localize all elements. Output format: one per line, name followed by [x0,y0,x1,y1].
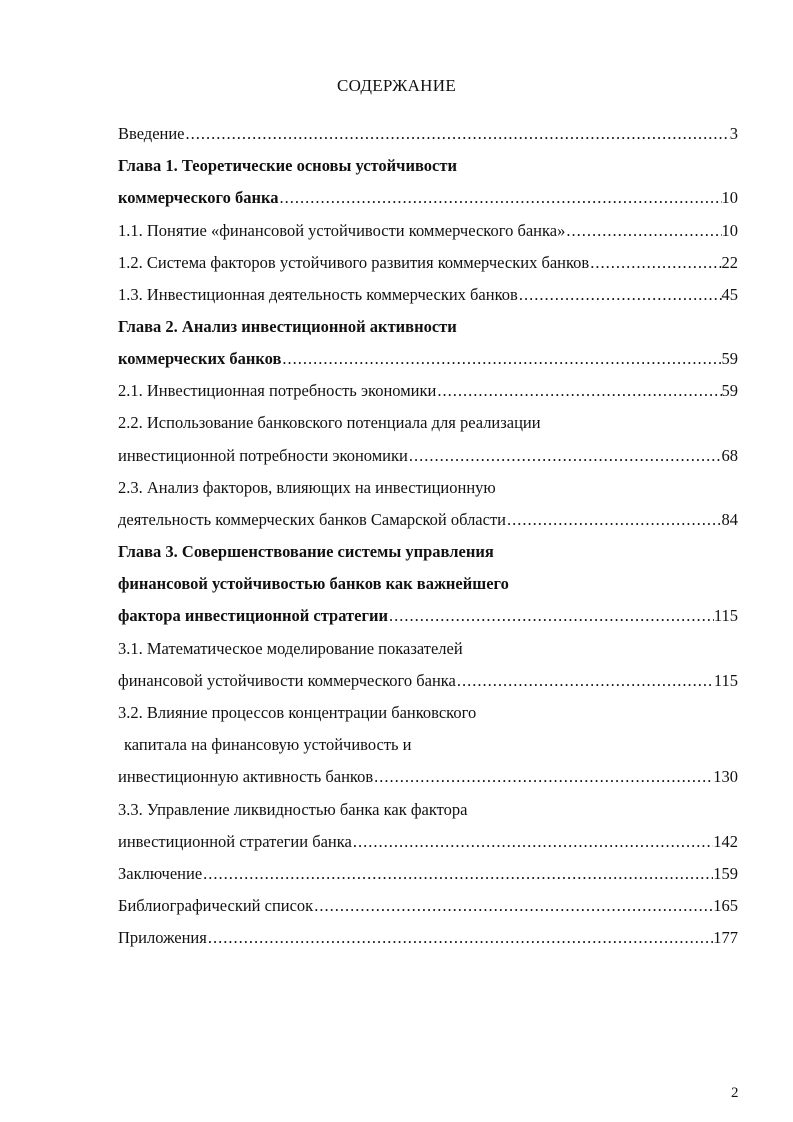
toc-entry-page: 142 [713,832,738,851]
toc-entry-label: 3.3. Управление ликвидностью банка как фактора [118,800,468,819]
toc-entry-label: Библиографический список [118,896,314,915]
toc-entry-label: Введение [118,124,185,143]
toc-section-3-1[interactable] [118,639,463,659]
toc-entry-label: Заключение [118,864,203,883]
toc-section-2-2-cont[interactable] [118,446,738,466]
toc-entry-label: Глава 1. Теоретические основы устойчивости [118,156,457,175]
toc-entry-label: капитала на финансовую устойчивость и [124,735,412,754]
dot-leader [207,928,713,948]
toc-entry-label: 2.1. Инвестиционная потребность экономики [118,381,437,400]
toc-entry-page: 45 [721,285,738,304]
toc-section-3-3[interactable] [118,800,467,820]
toc-entry-page: 115 [713,671,738,690]
toc-entry-page: 68 [721,446,738,465]
toc-entry-label: инвестиционную активность банков [118,767,374,786]
dot-leader [518,285,722,305]
toc-entry-label: 2.2. Использование банковского потенциала для реализации [118,413,541,432]
toc-entry-page: 130 [713,767,738,786]
dot-leader [202,864,713,884]
toc-entry-page: 165 [713,896,738,915]
dot-leader [565,221,721,241]
toc-entry-page: 115 [713,606,738,625]
toc-section-3-2-cont[interactable] [124,735,412,755]
toc-chapter-3-heading-cont[interactable] [118,574,509,594]
toc-entry-page: 159 [713,864,738,883]
toc-entry-appendices[interactable] [118,928,738,948]
toc-entry-bibliography[interactable] [118,896,738,916]
dot-leader [506,510,722,530]
dot-leader [313,896,713,916]
toc-section-2-3-cont[interactable] [118,510,738,530]
toc-entry-page: 22 [721,253,738,272]
dot-leader [373,767,713,787]
toc-entry-label: Глава 3. Совершенствование системы управления [118,542,494,561]
toc-section-1-1[interactable] [118,221,738,241]
toc-section-2-1[interactable] [118,381,738,401]
toc-section-3-1-cont[interactable] [118,671,738,691]
dot-leader [456,671,714,691]
toc-entry-page: 84 [721,510,738,529]
toc-chapter-3-heading-cont-2[interactable] [118,606,738,626]
dot-leader [589,253,721,273]
toc-entry-conclusion[interactable] [118,864,738,884]
toc-entry-label: фактора инвестиционной стратегии [118,606,388,625]
toc-entry-page: 10 [721,221,738,240]
toc-section-3-2[interactable] [118,703,476,723]
dot-leader [278,188,721,208]
toc-entry-label: инвестиционной потребности экономики [118,446,408,465]
toc-chapter-2-heading-cont[interactable] [118,349,738,369]
toc-entry-page: 59 [721,381,738,400]
toc-entry-label: Глава 2. Анализ инвестиционной активности [118,317,457,336]
toc-section-2-2[interactable] [118,413,541,433]
toc-entry-page: 10 [721,188,738,207]
toc-section-1-2[interactable] [118,253,738,273]
toc-section-2-3[interactable] [118,478,496,498]
dot-leader [352,832,713,852]
toc-entry-label: коммерческих банков [118,349,282,368]
page-number: 2 [731,1085,739,1101]
toc-section-3-3-cont[interactable] [118,832,738,852]
toc-entry-label: 2.3. Анализ факторов, влияющих на инвестиционную [118,478,496,497]
toc-entry-label: 3.1. Математическое моделирование показателей [118,639,463,658]
dot-leader [408,446,722,466]
dot-leader [281,349,721,369]
toc-chapter-1-heading[interactable] [118,156,457,176]
toc-section-3-2-cont-2[interactable] [118,767,738,787]
toc-entry-page: 177 [713,928,738,947]
page-title: СОДЕРЖАНИЕ [336,76,457,95]
toc-entry-label: финансовой устойчивостью банков как важнейшего [118,574,509,593]
toc-entry-label: деятельность коммерческих банков Самарской области [118,510,506,529]
toc-entry-label: 1.3. Инвестиционная деятельность коммерческих банков [118,285,518,304]
toc-entry-label: Приложения [118,928,207,947]
dot-leader [185,124,730,144]
toc-entry-label: 1.2. Система факторов устойчивого развития коммерческих банков [118,253,590,272]
toc-section-1-3[interactable] [118,285,738,305]
dot-leader [436,381,721,401]
toc-entry-label: коммерческого банка [118,188,279,207]
toc-entry-label: инвестиционной стратегии банка [118,832,352,851]
toc-entry-label: 3.2. Влияние процессов концентрации банковского [118,703,477,722]
dot-leader [388,606,714,626]
toc-entry-label: финансовой устойчивости коммерческого банка [118,671,456,690]
toc-entry-page: 59 [721,349,738,368]
toc-entry-introduction[interactable] [118,124,738,144]
toc-chapter-2-heading[interactable] [118,317,457,337]
toc-chapter-3-heading[interactable] [118,542,494,562]
toc-entry-page: 3 [729,124,738,143]
toc-chapter-1-heading-cont[interactable] [118,188,738,208]
toc-entry-label: 1.1. Понятие «финансовой устойчивости коммерческого банка» [118,221,566,240]
